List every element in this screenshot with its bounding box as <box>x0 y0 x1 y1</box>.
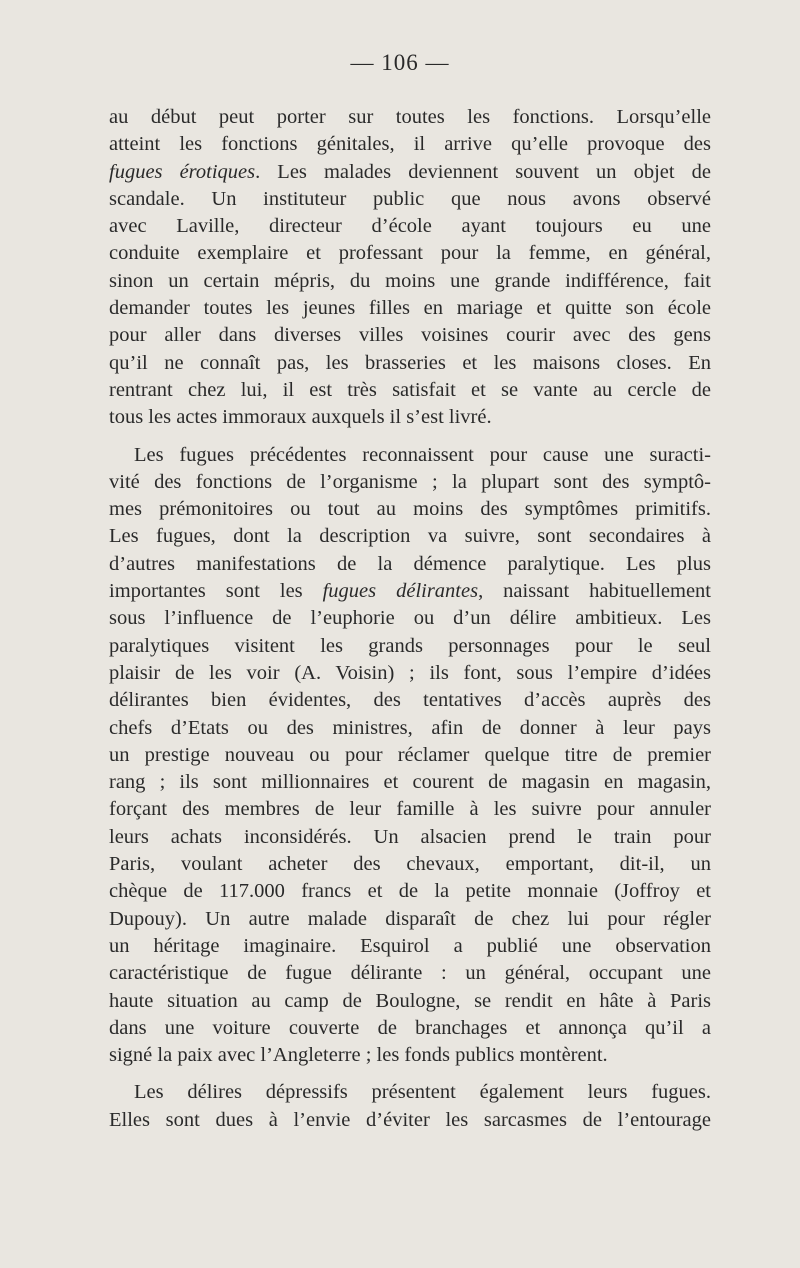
text-line: qu’il ne connaît pas, les brasseries et les maisons closes. En <box>109 351 711 374</box>
text-line: Paris, voulant acheter des chevaux, emportant, dit-il, un <box>109 853 711 876</box>
text-line: forçant des membres de leur famille à les suivre pour annuler <box>109 798 711 821</box>
text-line: Elles sont dues à l’envie d’éviter les sarcasmes de l’entourage <box>109 1108 711 1131</box>
text-line: Les délires dépressifs présentent également leurs fugues. <box>134 1081 711 1104</box>
body-text <box>109 104 711 1134</box>
text-line: leurs achats inconsidérés. Un alsacien prend le train pour <box>109 825 711 848</box>
text-line: dans une voiture couverte de branchages et annonça qu’il a <box>109 1016 711 1039</box>
text-line: sinon un certain mépris, du moins une grande indifférence, fait <box>109 269 711 292</box>
text-line: scandale. Un instituteur public que nous avons observé <box>109 187 711 210</box>
text-line: Dupouy). Un autre malade disparaît de chez lui pour régler <box>109 907 711 930</box>
text-line: un prestige nouveau ou pour réclamer quelque titre de premier <box>109 743 711 766</box>
text-line: rang ; ils sont millionnaires et courent de magasin en magasin, <box>109 771 711 794</box>
paragraph-3 <box>109 1079 711 1134</box>
text-line: sous l’influence de l’euphorie ou d’un délire ambitieux. Les <box>109 607 711 630</box>
page-number: — 106 — <box>350 50 450 75</box>
text-line: vité des fonctions de l’organisme ; la plupart sont des symptô- <box>109 470 711 493</box>
text-line: chèque de 117.000 francs et de la petite monnaie (Joffroy et <box>109 880 711 903</box>
text-line: demander toutes les jeunes filles en mariage et quitte son école <box>109 297 711 320</box>
text-line: au début peut porter sur toutes les fonctions. Lorsqu’elle <box>109 106 711 128</box>
text-line: signé la paix avec l’Angleterre ; les fonds publics montèrent. <box>109 1044 608 1067</box>
text-line: paralytiques visitent les grands personnages pour le seul <box>109 634 711 657</box>
text-line: Les fugues précédentes reconnaissent pour cause une suracti- <box>134 443 711 466</box>
text-line: conduite exemplaire et professant pour la femme, en général, <box>109 242 711 265</box>
text-line: pour aller dans diverses villes voisines courir avec des gens <box>109 324 711 347</box>
text-line: tous les actes immoraux auxquels il s’est livré. <box>109 406 492 429</box>
text-line: mes prémonitoires ou tout au moins des symptômes primitifs. <box>109 498 711 521</box>
text-line: un héritage imaginaire. Esquirol a publié une observation <box>109 934 711 957</box>
text-line: délirantes bien évidentes, des tentatives d’accès auprès des <box>109 689 711 712</box>
text-line: Les fugues, dont la description va suivre, sont secondaires à <box>109 525 711 548</box>
text-line: avec Laville, directeur d’école ayant toujours eu une <box>109 215 711 238</box>
paragraph-1 <box>109 104 711 432</box>
text-line: fugues érotiques. Les malades deviennent souvent un objet de <box>109 160 711 183</box>
text-line: caractéristique de fugue délirante : un général, occupant une <box>109 962 711 985</box>
text-line: importantes sont les fugues délirantes, naissant habituellement <box>109 580 711 603</box>
text-line: haute situation au camp de Boulogne, se rendit en hâte à Paris <box>109 989 711 1012</box>
text-line: atteint les fonctions génitales, il arrive qu’elle provoque des <box>109 133 711 156</box>
text-line: rentrant chez lui, il est très satisfait et se vante au cercle de <box>109 378 711 401</box>
text-line: plaisir de les voir (A. Voisin) ; ils font, sous l’empire d’idées <box>109 661 711 684</box>
text-line: d’autres manifestations de la démence paralytique. Les plus <box>109 552 711 575</box>
paragraph-2 <box>109 442 711 1070</box>
text-line: chefs d’Etats ou des ministres, afin de donner à leur pays <box>109 716 711 739</box>
